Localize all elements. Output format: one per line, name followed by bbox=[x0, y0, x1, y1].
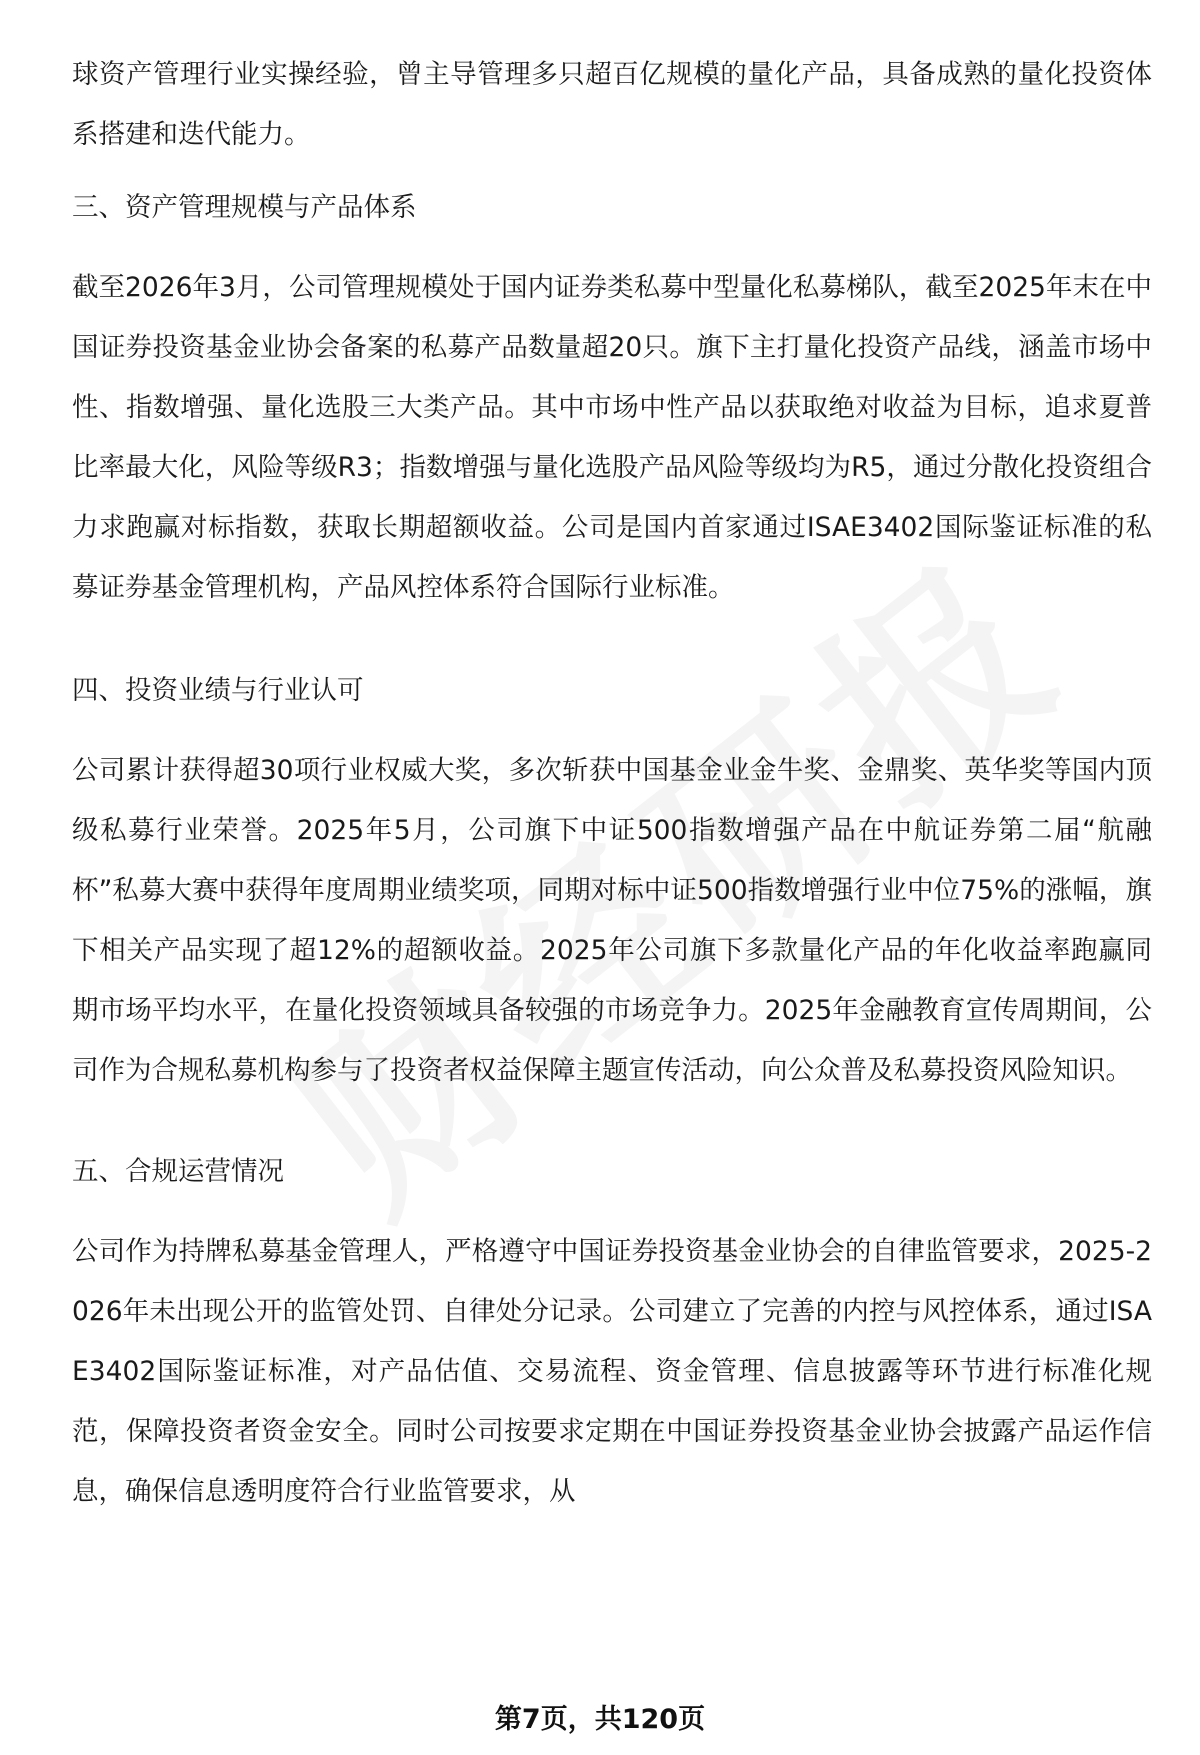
section-heading-aum: 三、资产管理规模与产品体系 bbox=[72, 192, 417, 223]
paragraph-aum-products: 截至2026年3月，公司管理规模处于国内证券类私募中型量化私募梯队，截至2025年末在中国证券投资基金业协会备案的私募产品数量超20只。旗下主打量化投资产品线，涵盖市场中性、指数增强、量化选股三大类产品。其中市场中性产品以获取绝对收益为目标，追求夏普比率最大化，风险等级R3；指数增强与量化选股产品风险等级均为R5，通过分散化投资组合力求跑赢对标指数，获取长期超额收益。公司是国内首家通过ISAE3402国际鉴证标准的私募证券基金管理机构，产品风控体系符合国际行业标准。 bbox=[72, 272, 1152, 603]
paragraph-performance-awards: 公司累计获得超30项行业权威大奖，多次斩获中国基金业金牛奖、金鼎奖、英华奖等国内顶级私募行业荣誉。2025年5月，公司旗下中证500指数增强产品在中航证券第二届“航融杯”私募大赛中获得年度周期业绩奖项，同期对标中证500指数增强行业中位75%的涨幅，旗下相关产品实现了超12%的超额收益。2025年公司旗下多款量化产品的年化收益率跑赢同期市场平均水平，在量化投资领域具备较强的市场竞争力。2025年金融教育宣传周期间，公司作为合规私募机构参与了投资者权益保障主题宣传活动，向公众普及私募投资风险知识。 bbox=[72, 755, 1152, 1086]
paragraph-compliance: 公司作为持牌私募基金管理人，严格遵守中国证券投资基金业协会的自律监管要求，2025-2026年未出现公开的监管处罚、自律处分记录。公司建立了完善的内控与风控体系，通过ISAE3402国际鉴证标准，对产品估值、交易流程、资金管理、信息披露等环节进行标准化规范，保障投资者资金安全。同时公司按要求定期在中国证券投资基金业协会披露产品运作信息，确保信息透明度符合行业监管要求，从 bbox=[72, 1236, 1152, 1507]
section-heading-compliance: 五、合规运营情况 bbox=[72, 1156, 284, 1187]
section-heading-performance: 四、投资业绩与行业认可 bbox=[72, 675, 364, 706]
paragraph-team-experience: 球资产管理行业实操经验，曾主导管理多只超百亿规模的量化产品，具备成熟的量化投资体系搭建和迭代能力。 bbox=[72, 59, 1152, 150]
page-number: 第7页，共120页 bbox=[494, 1704, 706, 1735]
